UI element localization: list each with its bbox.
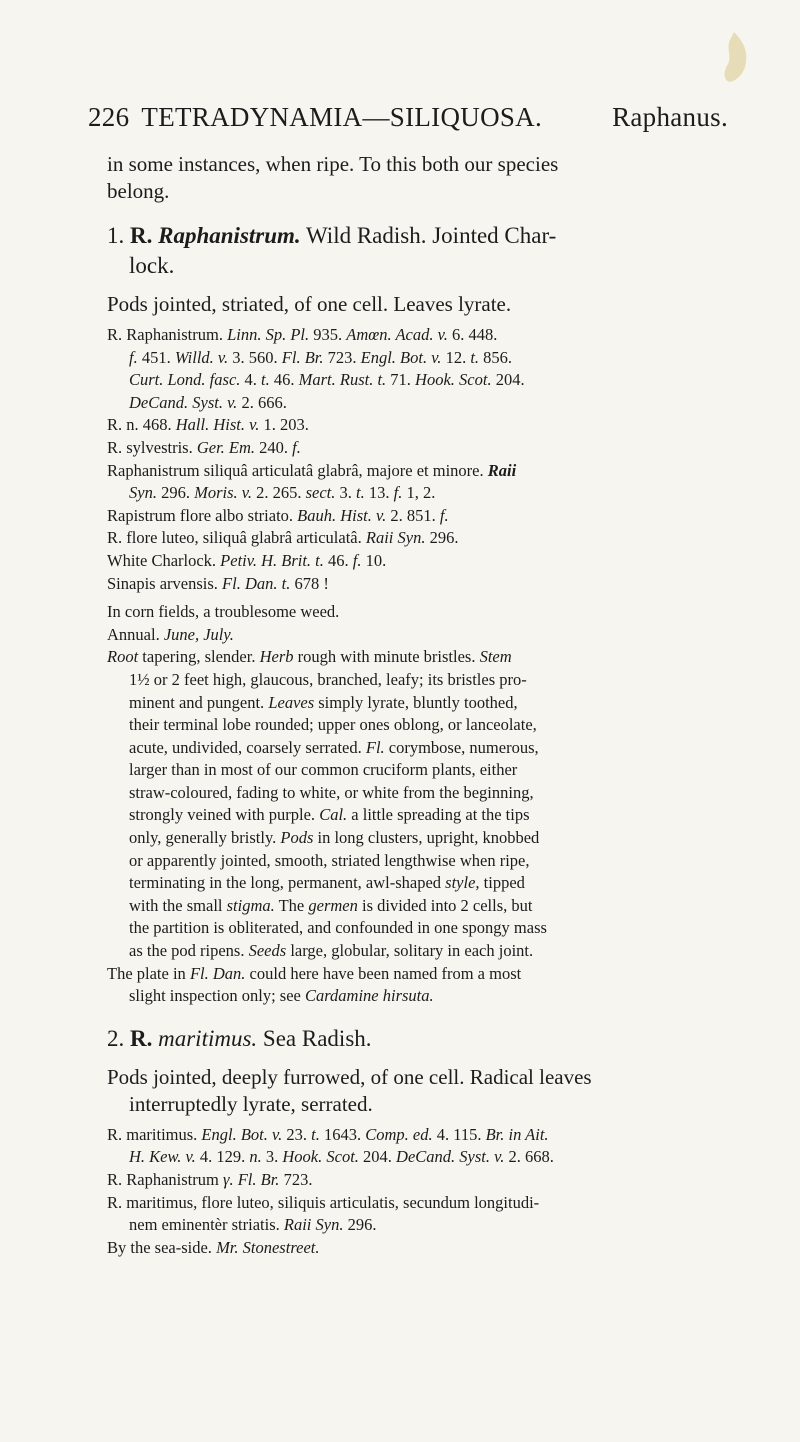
text-run: Mr. Stonestreet. <box>216 1237 320 1257</box>
text-run: Sinapis arvensis. <box>107 573 223 593</box>
text-run: Pods <box>280 828 314 848</box>
running-title: TETRADYNAMIA—SILIQUOSA. <box>141 102 543 132</box>
text-run: f. <box>393 483 403 503</box>
text-run <box>107 460 732 483</box>
text-run <box>107 392 732 415</box>
text-run: R. maritimus. <box>107 1124 202 1144</box>
text-run: could here have been named from a most <box>245 963 522 983</box>
text-run: 23. <box>282 1124 312 1144</box>
text-run <box>107 646 732 669</box>
text-run: Br. in Ait. <box>485 1124 549 1144</box>
text-run: 204. <box>358 1147 397 1167</box>
intro-paragraph <box>107 151 732 205</box>
text-run: t. <box>311 1124 320 1144</box>
text-run: Pods jointed, deeply furrowed, of one cell. Radical leaves <box>107 1064 592 1089</box>
text-run <box>107 940 732 963</box>
text-run: 46. <box>269 370 299 390</box>
text-run: strongly veined with purple. <box>129 805 320 825</box>
intro-line-2: belong. <box>107 179 170 203</box>
text-run: DeCand. Syst. v. <box>129 392 238 412</box>
text-run: 3. <box>261 1147 283 1167</box>
text-run <box>107 804 732 827</box>
text-run: Annual. <box>107 624 164 644</box>
text-run <box>107 985 732 1008</box>
text-run: in long clusters, upright, knobbed <box>313 828 540 848</box>
text-run: 2. 265. <box>251 483 306 503</box>
text-run: In corn fields, a troublesome weed. <box>107 602 340 622</box>
text-run: 1½ or 2 feet high, glaucous, branched, leafy; its bristles pro- <box>129 669 527 689</box>
text-run: June, July. <box>163 624 234 644</box>
text-run: Root <box>107 647 139 667</box>
text-run: slight inspection only; see <box>129 986 305 1006</box>
text-run: 4. 129. <box>195 1147 250 1167</box>
text-run <box>107 1169 732 1192</box>
text-run: the partition is obliterated, and confounded in one spongy mass <box>129 918 547 938</box>
text-run <box>107 692 732 715</box>
text-run: Seeds <box>248 941 287 961</box>
text-run: 2. 851. <box>386 505 440 525</box>
species-2-heading <box>107 1024 732 1054</box>
text-run: 723. <box>323 347 361 367</box>
text-run: Raii Syn. <box>283 1215 344 1235</box>
text-run: Raphanistrum siliquâ articulatâ glabrâ, majore et minore. <box>107 460 488 480</box>
text-run: t. <box>261 370 270 390</box>
text-run: tipped <box>479 873 525 893</box>
species-2-synonymy <box>107 1124 732 1260</box>
species-1-common-name-cont: lock. <box>129 253 175 278</box>
text-run: 1, 2. <box>402 483 436 503</box>
text-run: style, <box>445 873 480 893</box>
text-run: minent and pungent. <box>129 692 269 712</box>
running-genus: Raphanus. <box>612 102 728 132</box>
text-run: 1643. <box>319 1124 366 1144</box>
species-1-number: 1. <box>107 223 125 248</box>
text-run: 3. 560. <box>228 347 282 367</box>
text-run <box>107 414 732 437</box>
text-run: Petiv. H. Brit. t. <box>220 550 324 570</box>
text-run: f. <box>292 437 301 457</box>
text-run: 2. 666. <box>237 392 287 412</box>
text-run <box>107 1237 732 1260</box>
text-run <box>107 482 732 505</box>
text-run: 10. <box>361 550 387 570</box>
species-1-synonymy <box>107 324 732 595</box>
text-run: Mart. Rust. t. <box>298 370 387 390</box>
text-run: terminating in the long, permanent, awl-shaped <box>129 873 446 893</box>
text-run: R. n. 468. <box>107 415 176 435</box>
text-run: Hook. Scot. <box>282 1147 359 1167</box>
page-body <box>107 151 732 1259</box>
text-run: R. maritimus, flore luteo, siliquis articulatis, secundum longitudi- <box>107 1192 540 1212</box>
text-run: 451. <box>137 347 175 367</box>
text-run: 678 ! <box>290 573 329 593</box>
text-run: rough with minute bristles. <box>293 647 480 667</box>
text-run: 1. 203. <box>259 415 309 435</box>
text-run: R. flore luteo, siliquâ glabrâ articulatâ. <box>107 528 366 548</box>
text-run: 204. <box>491 370 525 390</box>
text-run: 3. <box>335 483 357 503</box>
text-run <box>107 737 732 760</box>
text-run <box>107 437 732 460</box>
species-2-number: 2. <box>107 1025 125 1051</box>
text-run: Fl. Br. <box>281 347 324 367</box>
text-run: with the small <box>129 895 227 915</box>
text-run: Comp. ed. <box>365 1124 433 1144</box>
text-run: Rapistrum flore albo striato. <box>107 505 298 525</box>
text-run: 6. 448. <box>447 325 498 344</box>
text-run <box>107 221 732 251</box>
text-run: Hall. Hist. v. <box>175 415 260 435</box>
text-run <box>107 1146 732 1169</box>
text-run <box>107 1124 732 1147</box>
text-run: t. <box>356 483 365 503</box>
text-run: Raii <box>487 460 517 480</box>
species-1-genus: R. <box>130 223 153 248</box>
text-run: 71. <box>386 370 416 390</box>
text-run <box>107 324 732 347</box>
species-2-genus: R. <box>130 1025 153 1051</box>
text-run: interruptedly lyrate, serrated. <box>129 1091 373 1116</box>
text-run: larger than in most of our common cruciform plants, either <box>129 760 518 780</box>
text-run: Herb <box>259 647 294 667</box>
species-1-habitat <box>107 601 732 646</box>
text-run: 856. <box>479 347 513 367</box>
text-run: t. <box>470 347 480 367</box>
text-run <box>107 369 732 392</box>
text-run: corymbose, numerous, <box>384 737 539 757</box>
text-run: their terminal lobe rounded; upper ones oblong, or lanceolate, <box>129 715 537 735</box>
text-run: is divided into 2 cells, but <box>357 895 533 915</box>
text-run: n. <box>249 1147 262 1167</box>
species-1-heading <box>107 221 732 281</box>
text-run: simply lyrate, bluntly toothed, <box>314 692 518 712</box>
text-run: Raii Syn. <box>365 528 426 548</box>
text-run: Cal. <box>319 805 348 825</box>
text-run: H. Kew. v. <box>129 1147 196 1167</box>
text-run: sect. <box>305 483 336 503</box>
text-run: f. <box>439 505 449 525</box>
text-run: Syn. <box>129 483 157 503</box>
text-run: 4. 115. <box>432 1124 486 1144</box>
text-run: tapering, slender. <box>138 647 260 667</box>
text-run: acute, undivided, coarsely serrated. <box>129 737 366 757</box>
text-run: Willd. v. <box>174 347 229 367</box>
text-run: Stem <box>479 647 512 667</box>
text-run <box>107 550 732 573</box>
text-run: Fl. Dan. t. <box>222 573 291 593</box>
text-run: Cardamine hirsuta. <box>304 986 434 1006</box>
text-run: Amœn. Acad. v. <box>346 325 448 344</box>
text-run: as the pod ripens. <box>129 941 249 961</box>
text-run: 12. <box>441 347 471 367</box>
text-run: 13. <box>364 483 394 503</box>
species-1-diagnosis: Pods jointed, striated, of one cell. Leaves lyrate. <box>107 292 512 316</box>
text-run: 240. <box>255 437 293 457</box>
text-run: nem eminentèr striatis. <box>129 1215 284 1235</box>
species-1-description <box>107 646 732 1008</box>
text-run <box>107 347 732 370</box>
text-run <box>107 827 732 850</box>
text-run: R. Raphanistrum. <box>107 325 228 344</box>
text-run: a little spreading at the tips <box>347 805 530 825</box>
text-run: 2. 668. <box>504 1147 554 1167</box>
text-run: large, globular, solitary in each joint. <box>286 941 534 961</box>
text-run <box>107 573 732 596</box>
text-run <box>107 505 732 528</box>
text-run: Moris. v. <box>194 483 252 503</box>
text-run <box>107 895 732 918</box>
species-2-diagnosis <box>107 1064 732 1118</box>
text-run: Fl. Dan. <box>189 963 246 983</box>
text-run <box>107 1214 732 1237</box>
text-run: f. <box>352 550 362 570</box>
species-2-common-name: Sea Radish. <box>262 1025 372 1051</box>
text-run: Fl. <box>365 737 385 757</box>
text-run: Engl. Bot. v. <box>360 347 442 367</box>
running-header <box>88 102 728 133</box>
text-run: By the sea-side. <box>107 1237 217 1257</box>
text-run: Curt. Lond. fasc. <box>129 370 241 390</box>
text-run: 935. <box>309 325 347 344</box>
text-run: γ. <box>222 1170 234 1189</box>
text-run: only, generally bristly. <box>129 828 281 848</box>
text-run: or apparently jointed, smooth, striated lengthwise when ripe, <box>129 850 530 870</box>
text-run: R. Raphanistrum <box>107 1170 223 1189</box>
text-run: straw-coloured, fading to white, or white from the beginning, <box>129 782 534 802</box>
text-run: Linn. Sp. Pl. <box>227 325 310 344</box>
species-1-common-name: Wild Radish. Jointed Char- <box>306 223 557 248</box>
text-run: stigma. <box>226 895 275 915</box>
text-run: 296. <box>343 1215 377 1235</box>
text-run: Engl. Bot. v. <box>201 1124 283 1144</box>
text-run <box>107 527 732 550</box>
text-run: The <box>274 895 309 915</box>
text-run: White Charlock. <box>107 550 221 570</box>
text-run: 46. <box>323 550 353 570</box>
text-run: Hook. Scot. <box>415 370 492 390</box>
text-run <box>107 963 732 986</box>
text-run: Leaves <box>268 692 315 712</box>
intro-line-1: in some instances, when ripe. To this both our species <box>107 152 559 176</box>
text-run: 296. <box>425 528 459 548</box>
text-run: 296. <box>156 483 195 503</box>
text-run: germen <box>308 895 358 915</box>
species-1-name: Raphanistrum. <box>158 223 301 248</box>
page-number: 226 <box>88 102 130 132</box>
text-run: DeCand. Syst. v. <box>396 1147 505 1167</box>
ink-stain-mark <box>712 30 752 85</box>
text-run: R. sylvestris. <box>107 437 197 457</box>
text-run: The plate in <box>107 963 190 983</box>
text-run: Bauh. Hist. v. <box>297 505 387 525</box>
text-run <box>107 872 732 895</box>
text-run <box>107 624 732 647</box>
text-run: 4. <box>240 370 262 390</box>
species-2-name: maritimus. <box>158 1025 258 1051</box>
text-run: Ger. Em. <box>196 437 256 457</box>
text-run: Fl. Br. <box>237 1170 280 1189</box>
text-run: f. <box>129 347 138 367</box>
text-run: 723. <box>279 1170 313 1189</box>
